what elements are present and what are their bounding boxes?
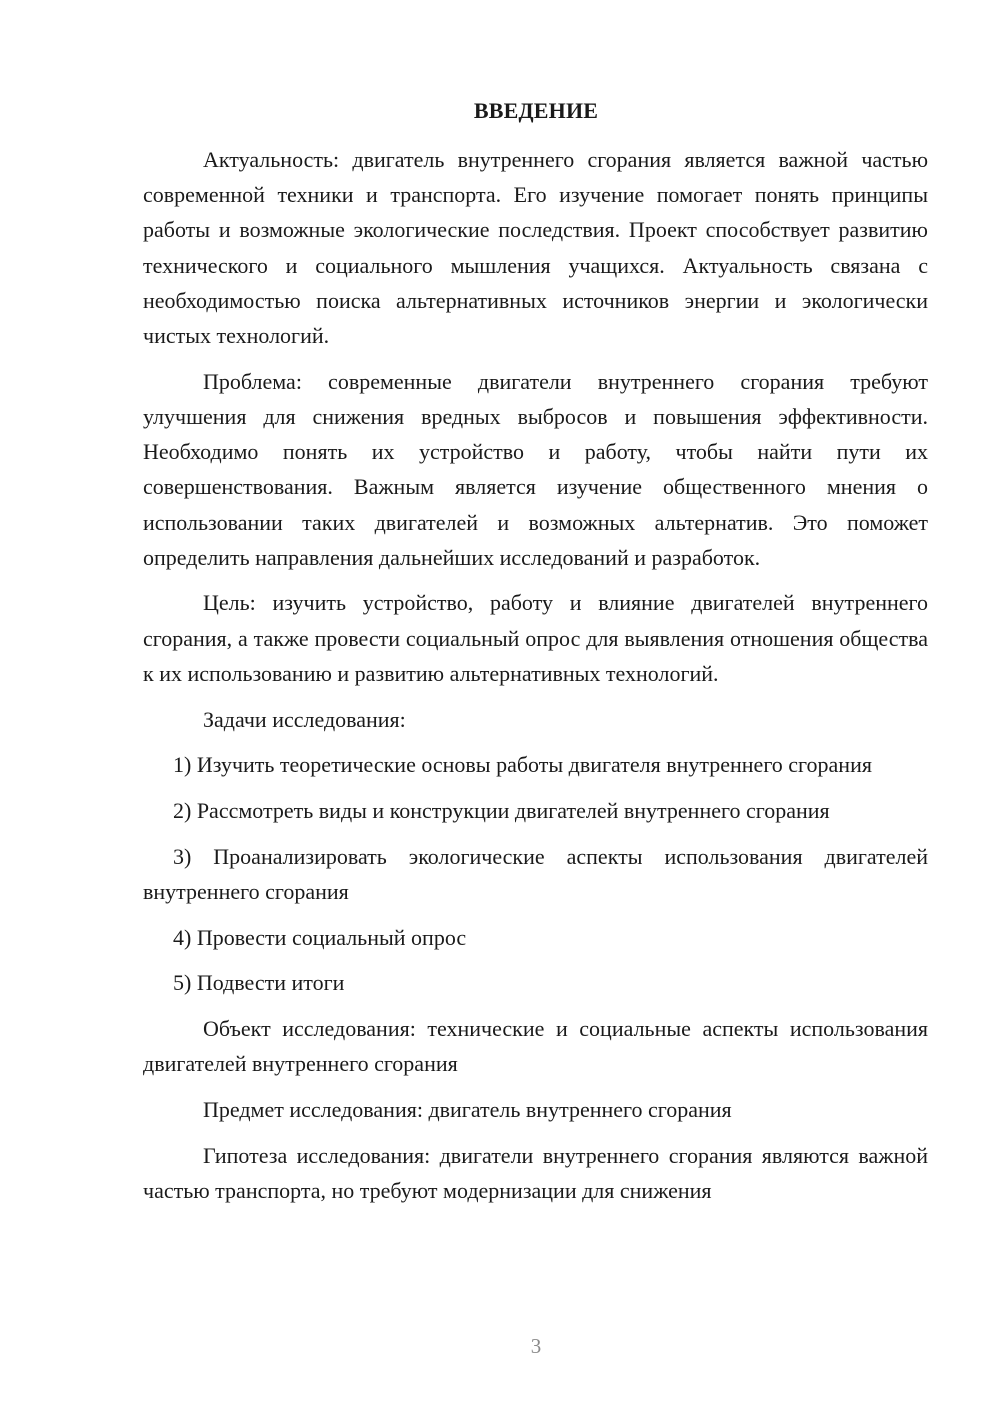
paragraph-subject: Предмет исследования: двигатель внутреннего сгорания [203,1096,732,1122]
paragraph-problem: Проблема: современные двигатели внутреннего сгорания требуют улучшения для снижения вредных выбросов и повышения эффективности. Необходимо понять их устройство и работу, чтобы найти пути их совершенствования. Важным является изучение общественного мнения о использовании таких двигателей и возможных альтернатив. Это поможет определить направления дальнейших исследований и разработок. [143,368,928,570]
task-item-1: 1) Изучить теоретические основы работы двигателя внутреннего сгорания [173,752,872,778]
tasks-heading: Задачи исследования: [203,706,406,732]
paragraph-object: Объект исследования: технические и социальные аспекты использования двигателей внутреннего сгорания [143,1015,928,1077]
section-title: ВВЕДЕНИЕ [473,98,599,123]
paragraph-hypothesis: Гипотеза исследования: двигатели внутреннего сгорания являются важной частью транспорта, но требуют модернизации для снижения [143,1142,928,1203]
task-item-5: 5) Подвести итоги [173,970,345,996]
task-item-2: 2) Рассмотреть виды и конструкции двигателей внутреннего сгорания [173,797,830,823]
task-item-3: 3) Проанализировать экологические аспекты использования двигателей внутреннего сгорания [143,843,928,904]
paragraph-relevance: Актуальность: двигатель внутреннего сгорания является важной частью современной техники и транспорта. Его изучение помогает понять принципы работы и возможные экологические последствия. Проект способствует развитию технического и социального мышления учащихся. Актуальность связана с необходимостью поиска альтернативных источников энергии и экологически чистых технологий. [143,147,928,349]
page-number: 3 [530,1334,542,1358]
body-text [143,142,928,1208]
paragraph-goal: Цель: изучить устройство, работу и влияние двигателей внутреннего сгорания, а также провести социальный опрос для выявления отношения общества к их использованию и развитию альтернативных технологий. [143,590,928,686]
task-item-4: 4) Провести социальный опрос [173,924,467,950]
